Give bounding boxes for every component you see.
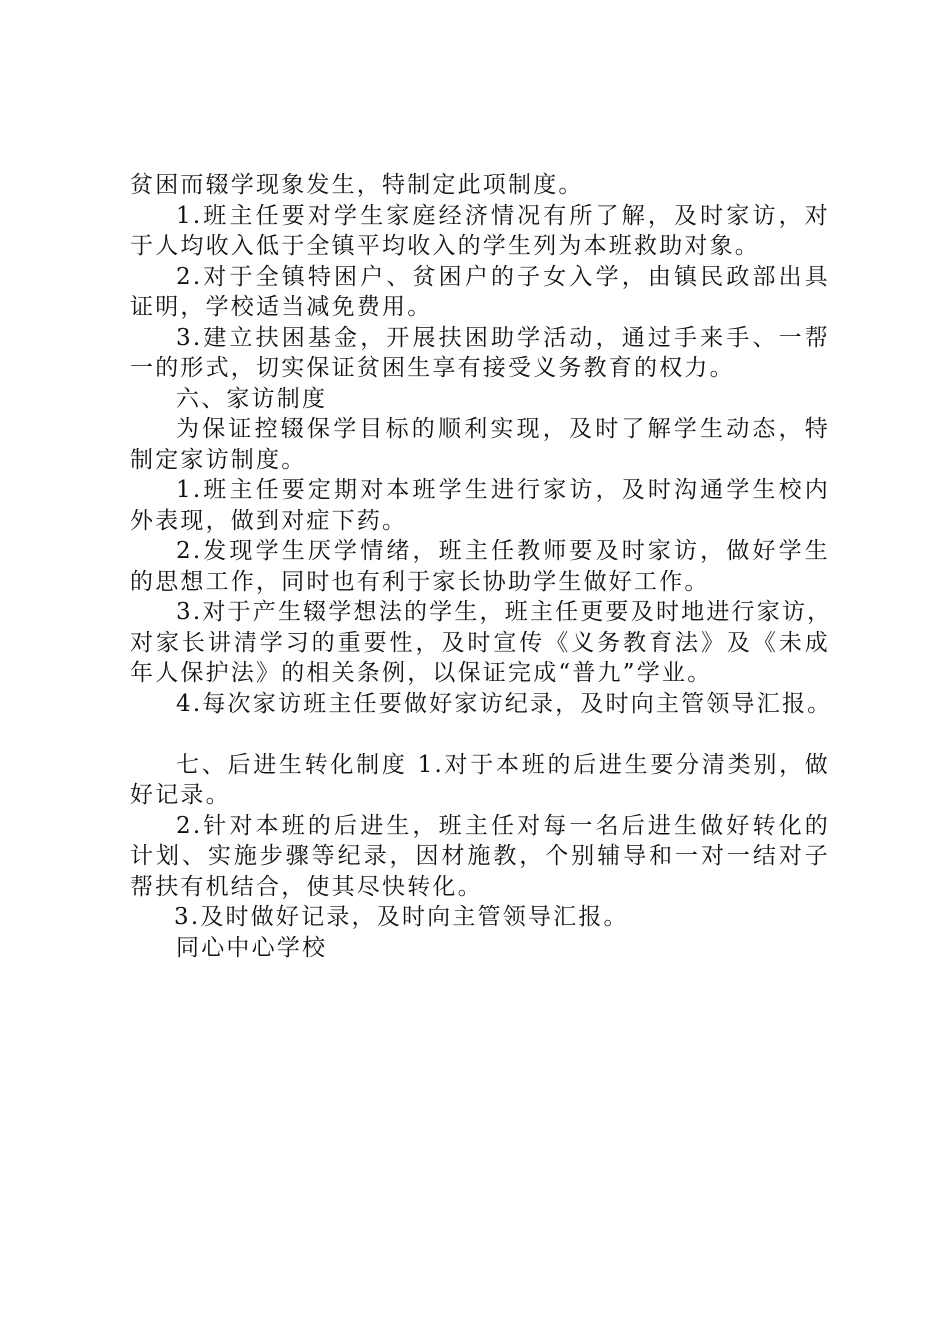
paragraph-line: 的思想工作，同时也有利于家长协助学生做好工作。 bbox=[130, 568, 710, 595]
section-heading-6: 六、家访制度 bbox=[176, 385, 328, 412]
paragraph-line: 帮扶有机结合，使其尽快转化。 bbox=[130, 873, 483, 900]
paragraph-line: 2.对于全镇特困户、贫困户的子女入学，由镇民政部出具 bbox=[176, 263, 830, 290]
paragraph-line: 外表现，做到对症下药。 bbox=[130, 507, 408, 534]
paragraph-line: 3.对于产生辍学想法的学生，班主任更要及时地进行家访， bbox=[176, 599, 833, 625]
blank-line bbox=[130, 719, 830, 750]
section-heading-7: 七、后进生转化制度 1.对于本班的后进生要分清类别，做 bbox=[176, 751, 830, 778]
paragraph-line: 3.建立扶困基金，开展扶困助学活动，通过手来手、一帮 bbox=[176, 324, 830, 351]
paragraph-line: 为保证控辍保学目标的顺利实现，及时了解学生动态，特 bbox=[176, 416, 830, 442]
paragraph-line: 计划、实施步骤等纪录，因材施教，个别辅导和一对一结对子 bbox=[130, 843, 830, 869]
paragraph-line: 2.发现学生厌学情绪，班主任教师要及时家访，做好学生 bbox=[176, 538, 830, 564]
paragraph-line: 对家长讲清学习的重要性，及时宣传《义务教育法》及《未成 bbox=[130, 629, 830, 656]
signature: 同心中心学校 bbox=[176, 934, 328, 961]
paragraph-line: 于人均收入低于全镇平均收入的学生列为本班救助对象。 bbox=[130, 233, 760, 259]
paragraph-line: 年人保护法》的相关条例，以保证完成“普九”学业。 bbox=[130, 660, 713, 686]
paragraph-line: 证明，学校适当减免费用。 bbox=[130, 294, 433, 320]
paragraph-line: 一的形式，切实保证贫困生享有接受义务教育的权力。 bbox=[130, 355, 735, 381]
paragraph-line: 好记录。 bbox=[130, 782, 231, 808]
paragraph-line: 2.针对本班的后进生，班主任对每一名后进生做好转化的 bbox=[176, 812, 830, 839]
document-body bbox=[130, 170, 833, 963]
paragraph-line: 制定家访制度。 bbox=[130, 446, 307, 473]
paragraph-line: 4.每次家访班主任要做好家访纪录，及时向主管领导汇报。 bbox=[176, 690, 833, 717]
paragraph-line: 1.班主任要定期对本班学生进行家访，及时沟通学生校内 bbox=[176, 477, 830, 503]
paragraph-line: 贫困而辍学现象发生，特制定此项制度。 bbox=[130, 172, 584, 198]
paragraph-line: 1.班主任要对学生家庭经济情况有所了解，及时家访，对 bbox=[176, 202, 830, 229]
paragraph-line: 3.及时做好记录，及时向主管领导汇报。 bbox=[174, 904, 629, 930]
